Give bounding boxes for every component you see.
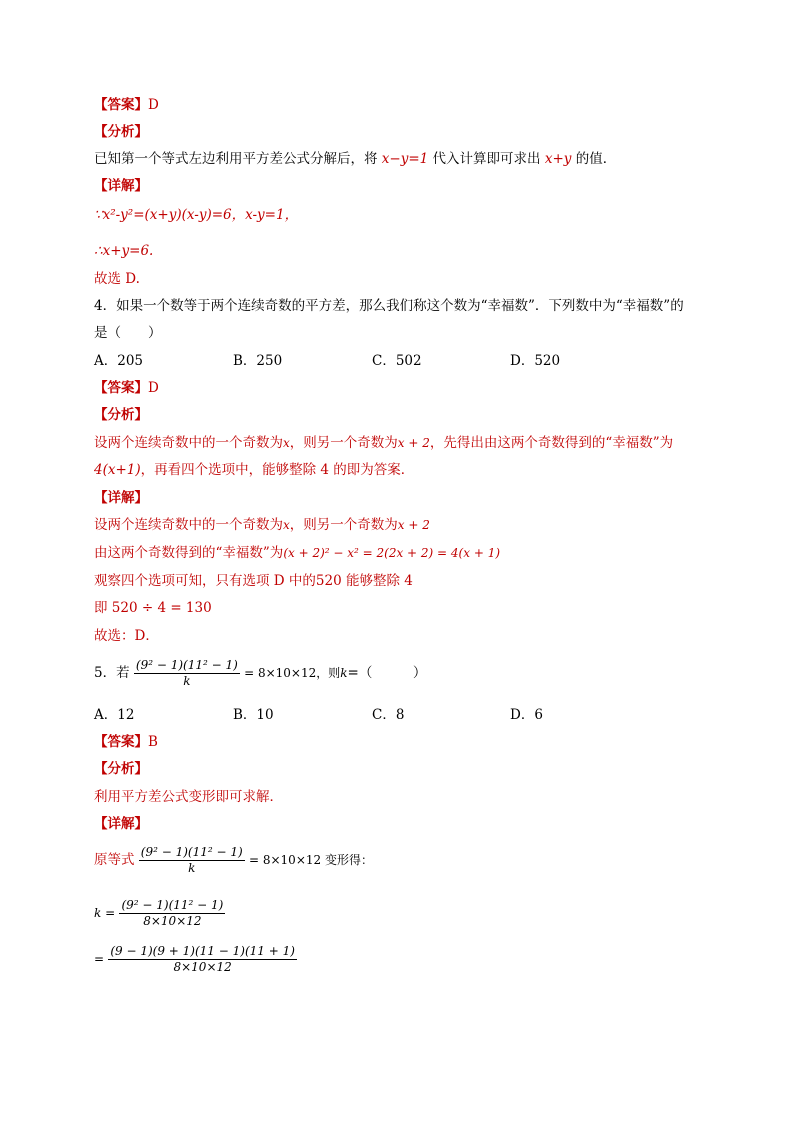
q4-detail-line4: 即 520 ÷ 4 = 130: [94, 600, 212, 616]
q5-option-d: D．6: [510, 707, 543, 723]
q5-detail-tag: 【详解】: [94, 816, 148, 832]
q3-detail-tag: 【详解】: [94, 178, 148, 194]
q4-option-a: A．205: [94, 353, 144, 369]
q3-detail-line2: ∴x+y=6.: [94, 243, 154, 259]
q3-analysis-tag: 【分析】: [94, 124, 148, 140]
q5-detail-fraction-2: $\frac{\text{(9² − 1)(11² − 1)}}{8\times 10\times 12}$: [121, 898, 224, 928]
q3-detail-line1: ∵x²-y²=(x+y)(x-y)=6，x-y=1，: [94, 207, 299, 223]
answer-tag: 【答案】: [94, 97, 148, 113]
q5-analysis-text: 利用平方差公式变形即可求解．: [94, 789, 283, 805]
q4-detail-line1: 设两个连续奇数中的一个奇数为x，则另一个奇数为x + 2: [94, 517, 430, 533]
q5-answer: 【答案】B: [94, 734, 158, 750]
q4-choose: 故选：D．: [94, 628, 159, 644]
math-x: x: [283, 436, 290, 450]
q5-option-b: B．10: [233, 707, 274, 723]
q5-detail-line1: 原等式 $\frac{\text{(9² − 1)(11² − 1)}}{k}$ = 8×10×12 变形得：: [94, 845, 373, 875]
q5-analysis-tag: 【分析】: [94, 761, 148, 777]
q4-stem-line1: 4．如果一个数等于两个连续奇数的平方差，那么我们称这个数为“幸福数”．下列数中为“幸福数”的: [94, 298, 684, 314]
q5-detail-line2: k = $\frac{\text{(9² − 1)(11² − 1)}}{8\times 10\times 12}$: [94, 898, 224, 928]
q3-choose: 故选 D.: [94, 271, 140, 287]
q4-detail-tag: 【详解】: [94, 490, 148, 506]
math-x-plus-2: x + 2: [397, 436, 430, 450]
q4-option-b: B．250: [233, 353, 283, 369]
q4-detail-line2: 由这两个奇数得到的“幸福数”为(x + 2)² − x² = 2(2x + 2) = 4(x + 1): [94, 545, 501, 561]
q4-analysis-line2: 4(x+1)，再看四个选项中，能够整除 4 的即为答案．: [94, 462, 415, 478]
q3-analysis-text: 已知第一个等式左边利用平方差公式分解后，将 x−y=1 代入计算即可求出 x+y 的值．: [94, 151, 617, 167]
q4-analysis-tag: 【分析】: [94, 407, 148, 423]
math-4x-plus-1: 4(x+1): [94, 462, 141, 478]
q4-answer: 【答案】D: [94, 380, 159, 396]
q4-detail-line3: 观察四个选项可知，只有选项 D 中的520 能够整除 4: [94, 573, 413, 589]
answer-value: D: [148, 97, 159, 113]
q5-detail-fraction-1: $\frac{\text{(9² − 1)(11² − 1)}}{k}$: [140, 845, 243, 875]
q5-stem-fraction: $\frac{\text{(9² − 1)(11² − 1)}}{k}$: [135, 658, 238, 688]
q5-option-a: A．12: [94, 707, 135, 723]
q4-option-d: D．520: [510, 353, 561, 369]
math-difference-expansion: (x + 2)² − x² = 2(2x + 2) = 4(x + 1): [283, 546, 501, 560]
q4-stem-line2: 是（ ）: [94, 325, 162, 341]
q4-analysis-line1: 设两个连续奇数中的一个奇数为x，则另一个奇数为x + 2，先得出由这两个奇数得到的“幸福数”为: [94, 435, 674, 451]
q5-stem: 5．若 $\frac{\text{(9² − 1)(11² − 1)}}{k}$ = 8×10×12，则k=（ ）: [94, 658, 427, 688]
q4-option-c: C．502: [372, 353, 422, 369]
q5-detail-line3: = $\frac{(9 - 1)(9 + 1)(11 - 1)(11 + 1)}{8\times 10\times 12}$: [94, 944, 295, 974]
q3-answer: [94, 96, 159, 114]
q5-detail-fraction-3: $\frac{(9 - 1)(9 + 1)(11 - 1)(11 + 1)}{8\times 10\times 12}$: [110, 944, 295, 974]
q5-option-c: C．8: [372, 707, 405, 723]
